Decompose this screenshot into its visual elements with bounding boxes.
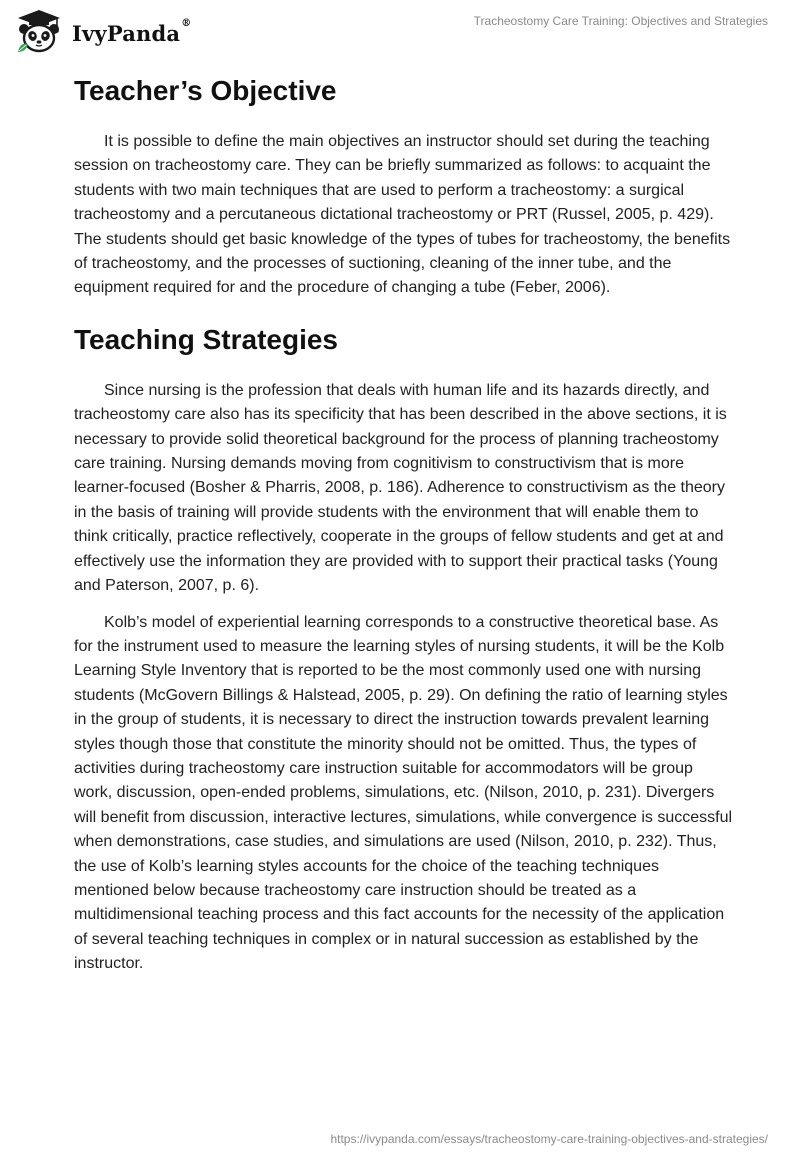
main-content [74,72,734,977]
source-url-link[interactable]: https://ivypanda.com/essays/tracheostomy-care-training-objectives-and-strategies/ [330,1132,768,1146]
page-header [0,0,800,60]
paragraph: It is possible to define the main objectives an instructor should set during the teaching session on tracheostomy care. They can be briefly summarized as follows: to acquaint the students with two main techniques that are used to perform a tracheostomy: a surgical tracheostomy and a percutaneous dictational tracheostomy or PRT (Russel, 2005, p. 429). The students should get basic knowledge of the types of tubes for tracheostomy, the benefits of tracheostomy, and the processes of suctioning, cleaning of the inner tube, and the equipment required for and the procedure of changing a tube (Feber, 2006). [74,133,731,297]
paragraph: Since nursing is the profession that deals with human life and its hazards directly, and tracheostomy care also has its specificity that has been described in the above sections, it is necessary to provide solid theoretical background for the process of planning tracheostomy care training. Nursing demands moving from cognitivism to constructivism that is more learner-focused (Bosher & Pharris, 2008, p. 186). Adherence to constructivism as the theory in the basis of training will provide students with the environment that will enable them to think critically, practice reflectively, cooperate in the groups of fellow students and get at and effectively use the information they are provided with to support their practical tasks (Young and Paterson, 2007, p. 6). [74,381,727,595]
section-heading-teaching-strategies: Teaching Strategies [74,323,339,355]
ivypanda-logo[interactable] [14,8,191,56]
section-heading-teachers-objective: Teacher’s Objective [74,75,337,106]
panda-graduate-icon [14,8,64,56]
logo-wordmark: IvyPanda® [72,17,192,46]
document-title: Tracheostomy Care Training: Objectives and Strategies [473,14,768,28]
paragraph: Kolb’s model of experiential learning corresponds to a constructive theoretical base. As for the instrument used to measure the learning styles of nursing students, it will be the Kolb Learning Style Inventory that is reported to be the most commonly used one with nursing students (McGovern Billings & Halstead, 2005, p. 29). On defining the ratio of learning styles in the group of students, it is necessary to direct the instruction towards prevalent learning styles though those that constitute the minority should not be omitted. Thus, the types of activities during tracheostomy care instruction suitable for accommodators will be group work, discussion, open-ended problems, simulations, etc. (Nilson, 2010, p. 231). Divergers will benefit from discussion, interactive lectures, simulations, while convergence is successful when demonstrations, case studies, and simulations are used (Nilson, 2010, p. 232). Thus, the use of Kolb’s learning styles accounts for the choice of the teaching techniques mentioned below because tracheostomy care instruction should be treated as a multidimensional teaching process and this fact accounts for the necessity of the application of several teaching techniques in complex or in natural succession as established by the instructor. [74,613,733,973]
